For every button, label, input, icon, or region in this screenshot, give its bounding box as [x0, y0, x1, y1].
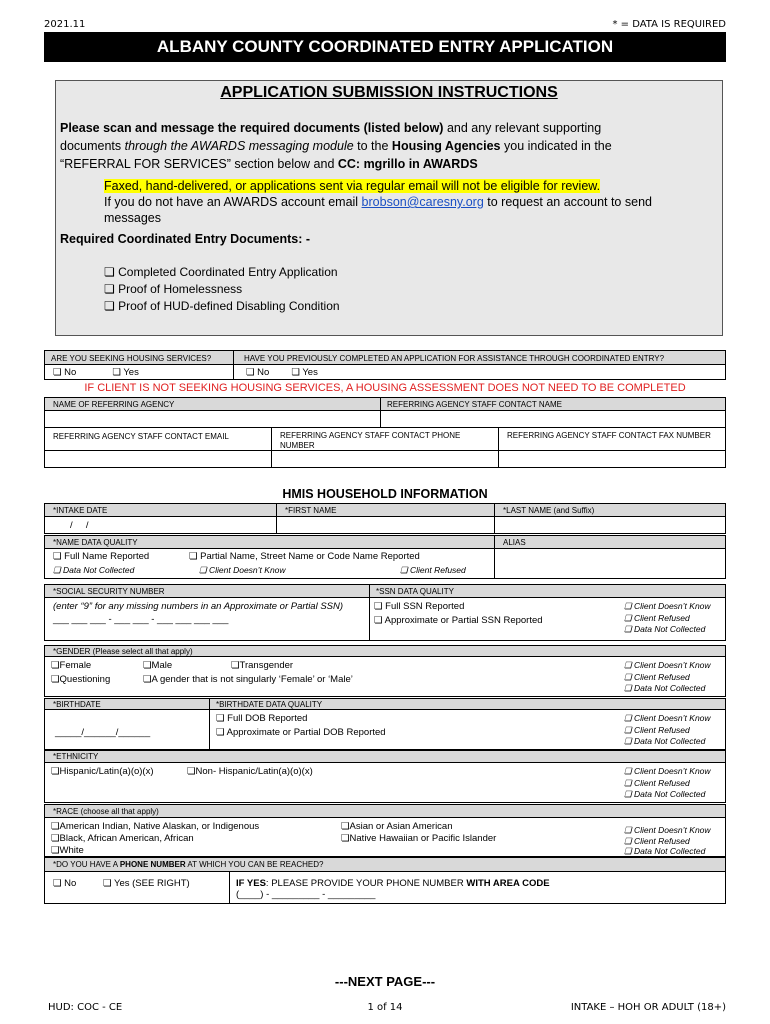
checkbox-icon[interactable] — [143, 660, 152, 671]
ethnicity-options: ❏ Hispanic/Latin(a)(o)(x) ❏ Non- Hispanic/Latin(a)(o)(x) ❏ Client Doesn’t Know ❏ Client Refused ❏ Data Not Collected — [44, 762, 726, 803]
race-options: ❏ American Indian, Native Alaskan, or Indigenous ❏ Black, African American, African ❏ White ❏ Asian or Asian American ❏ Native Hawaiian or Pacific Islander ❏ Client Doesn’t Know ❏ Client Refused ❏ Data Not Collected — [44, 817, 726, 857]
seeking-q-cell: ARE YOU SEEKING HOUSING SERVICES? — [44, 350, 234, 365]
required-docs-heading: Required Coordinated Entry Documents: - — [60, 232, 311, 246]
instr-p1-rest: and any relevant supporting — [443, 121, 602, 135]
checkbox-icon[interactable] — [341, 821, 350, 832]
ref-phone-input[interactable] — [271, 450, 499, 468]
alias-input[interactable] — [494, 548, 726, 579]
required-doc-item: ❏ Proof of HUD-defined Disabling Condition — [104, 298, 340, 315]
checkbox-icon[interactable] — [103, 878, 112, 889]
checkbox-icon[interactable] — [624, 789, 632, 799]
awards-text-a: If you do not have an AWARDS account email — [104, 195, 362, 209]
checkbox-icon[interactable] — [104, 299, 115, 313]
checkbox-icon[interactable] — [216, 727, 225, 738]
checkbox-icon[interactable] — [624, 766, 632, 776]
checkbox-icon[interactable] — [53, 367, 62, 378]
required-note: * = DATA IS REQUIRED — [612, 19, 726, 30]
checkbox-icon[interactable] — [187, 766, 196, 777]
ssn-input[interactable]: (enter “9” for any missing numbers in an Approximate or Partial SSN) ___ ___ ___ - ___ ___ - ___ ___ ___ ___ — [44, 597, 370, 641]
ref-fax-label-cell: REFERRING AGENCY STAFF CONTACT FAX NUMBER — [498, 427, 726, 451]
next-page-note: ---NEXT PAGE--- — [334, 974, 436, 989]
checkbox-icon[interactable] — [624, 683, 632, 693]
instructions-heading: APPLICATION SUBMISSION INSTRUCTIONS — [220, 84, 558, 101]
instructions-warning-block — [104, 178, 720, 226]
instr-p2-c: you indicated in the — [500, 139, 612, 153]
required-docs-list — [104, 264, 340, 315]
form-date: 2021.11 — [44, 19, 86, 30]
required-doc-item: ❏ Completed Coordinated Entry Application — [104, 264, 340, 281]
checkbox-icon[interactable] — [189, 551, 198, 562]
checkbox-icon[interactable] — [53, 551, 62, 562]
checkbox-icon[interactable] — [104, 282, 115, 296]
checkbox-icon[interactable] — [53, 565, 61, 575]
phone-options: ❏ No ❏ Yes (SEE RIGHT) — [44, 871, 230, 904]
checkbox-icon[interactable] — [291, 367, 300, 378]
first-name-input[interactable] — [276, 516, 495, 534]
birthdate-quality-label: *BIRTHDATE DATA QUALITY — [209, 698, 726, 710]
gender-label: *GENDER (Please select all that apply) — [44, 645, 726, 657]
birthdate-label: *BIRTHDATE — [44, 698, 210, 710]
gender-options: ❏ Female ❏ Male ❏ Transgender ❏ Questioning ❏ A gender that is not singularly ‘Female’ or ‘Male’ ❏ Client Doesn’t Know ❏ Client Refused ❏ Data Not Collected — [44, 656, 726, 697]
phone-number-input[interactable]: IF YES: PLEASE PROVIDE YOUR PHONE NUMBER WITH AREA CODE (____) - _________ - _________ — [229, 871, 726, 904]
checkbox-icon[interactable] — [400, 565, 408, 575]
checkbox-icon[interactable] — [143, 674, 152, 685]
checkbox-icon[interactable] — [624, 613, 632, 623]
checkbox-icon[interactable] — [624, 725, 632, 735]
phone-question-label: *DO YOU HAVE A PHONE NUMBER AT WHICH YOU CAN BE REACHED? — [44, 857, 726, 872]
checkbox-icon[interactable] — [374, 615, 383, 626]
name-quality-options: ❏ Full Name Reported ❏ Partial Name, Street Name or Code Name Reported ❏ Data Not Collected ❏ Client Doesn’t Know ❏ Client Refused — [44, 548, 495, 579]
checkbox-icon[interactable] — [53, 878, 62, 889]
instructions-text — [60, 119, 720, 173]
last-name-input[interactable] — [494, 516, 726, 534]
checkbox-icon[interactable] — [341, 833, 350, 844]
hmis-heading: HMIS HOUSEHOLD INFORMATION — [282, 487, 488, 501]
checkbox-icon[interactable] — [624, 601, 632, 611]
ssn-quality-label: *SSN DATA QUALITY — [369, 584, 726, 598]
checkbox-icon[interactable] — [199, 565, 207, 575]
previous-q-cell: HAVE YOU PREVIOUSLY COMPLETED AN APPLICATION FOR ASSISTANCE THROUGH COORDINATED ENTRY? — [233, 350, 726, 365]
checkbox-icon[interactable] — [51, 821, 60, 832]
instr-p2-a: documents — [60, 139, 125, 153]
checkbox-icon[interactable] — [112, 367, 121, 378]
ssn-label: *SOCIAL SECURITY NUMBER — [44, 584, 370, 598]
page-title: ALBANY COUNTY COORDINATED ENTRY APPLICATION — [156, 37, 614, 56]
checkbox-icon[interactable] — [51, 674, 60, 685]
checkbox-icon[interactable] — [374, 601, 383, 612]
checkbox-icon[interactable] — [246, 367, 255, 378]
checkbox-icon[interactable] — [216, 713, 225, 724]
name-quality-label: *NAME DATA QUALITY — [44, 535, 495, 549]
ethnicity-label: *ETHNICITY — [44, 750, 726, 763]
title-bar — [44, 32, 726, 62]
instr-p2-bold: Housing Agencies — [391, 139, 501, 153]
ref-fax-input[interactable] — [498, 450, 726, 468]
alias-label: ALIAS — [494, 535, 726, 549]
not-seeking-warning: IF CLIENT IS NOT SEEKING HOUSING SERVICES, A HOUSING ASSESSMENT DOES NOT NEED TO BE COMPLETED — [84, 382, 686, 394]
checkbox-icon[interactable] — [624, 713, 632, 723]
seeking-answer-cell: ❏ No❏ Yes — [44, 364, 234, 380]
footer-left: HUD: COC - CE — [48, 1002, 123, 1013]
checkbox-icon[interactable] — [51, 833, 60, 844]
ref-contact-input[interactable] — [380, 410, 726, 428]
checkbox-icon[interactable] — [624, 836, 632, 846]
checkbox-icon[interactable] — [51, 845, 60, 856]
checkbox-icon[interactable] — [624, 846, 632, 856]
ref-email-label-cell: REFERRING AGENCY STAFF CONTACT EMAIL — [44, 427, 272, 451]
checkbox-icon[interactable] — [624, 672, 632, 682]
birthdate-quality-options: ❏ Full DOB Reported ❏ Approximate or Partial DOB Reported ❏ Client Doesn’t Know ❏ Client Refused ❏ Data Not Collected — [209, 709, 726, 750]
awards-email-link[interactable]: brobson@caresny.org — [361, 195, 484, 209]
first-name-label: *FIRST NAME — [276, 503, 495, 517]
review-warning: Faxed, hand-delivered, or applications sent via regular email will not be eligible for review. — [104, 179, 601, 193]
last-name-label: *LAST NAME (and Suffix) — [494, 503, 726, 517]
instr-p3-bold: CC: mgrillo in AWARDS — [337, 157, 478, 171]
race-label: *RACE (choose all that apply) — [44, 804, 726, 818]
checkbox-icon[interactable] — [624, 778, 632, 788]
checkbox-icon[interactable] — [104, 265, 115, 279]
ref-phone-label-cell: REFERRING AGENCY STAFF CONTACT PHONE NUMBER — [271, 427, 499, 451]
checkbox-icon[interactable] — [51, 766, 60, 777]
instr-p2-b: to the — [353, 139, 392, 153]
footer-right: INTAKE – HOH OR ADULT (18+) — [570, 1002, 726, 1013]
birthdate-input[interactable]: _____/______/______ — [44, 709, 210, 750]
ref-agency-label-cell: NAME OF REFERRING AGENCY — [44, 397, 381, 411]
ref-email-input[interactable] — [44, 450, 272, 468]
checkbox-icon[interactable] — [624, 660, 632, 670]
required-doc-item: ❏ Proof of Homelessness — [104, 281, 340, 298]
instr-p3-a: “REFERRAL FOR SERVICES” section below and — [60, 157, 338, 171]
checkbox-icon[interactable] — [624, 825, 632, 835]
instr-p2-it: through the AWARDS messaging module — [124, 139, 354, 153]
ssn-quality-options: ❏ Full SSN Reported ❏ Approximate or Partial SSN Reported ❏ Client Doesn’t Know ❏ Client Refused ❏ Data Not Collected — [369, 597, 726, 641]
checkbox-icon[interactable] — [51, 660, 60, 671]
ref-contact-label-cell: REFERRING AGENCY STAFF CONTACT NAME — [380, 397, 726, 411]
intake-date-input[interactable]: / / — [44, 516, 277, 534]
ref-agency-input[interactable] — [44, 410, 381, 428]
awards-text-c: messages — [104, 211, 161, 225]
intake-date-label: *INTAKE DATE — [44, 503, 277, 517]
page-number: 1 of 14 — [367, 1002, 403, 1013]
instr-p1-bold: Please scan and message the required documents (listed below) — [60, 121, 444, 135]
checkbox-icon[interactable] — [231, 660, 240, 671]
previous-answer-cell: ❏ No❏ Yes — [233, 364, 726, 380]
awards-text-b: to request an account to send — [483, 195, 652, 209]
checkbox-icon[interactable] — [624, 736, 632, 746]
checkbox-icon[interactable] — [624, 624, 632, 634]
